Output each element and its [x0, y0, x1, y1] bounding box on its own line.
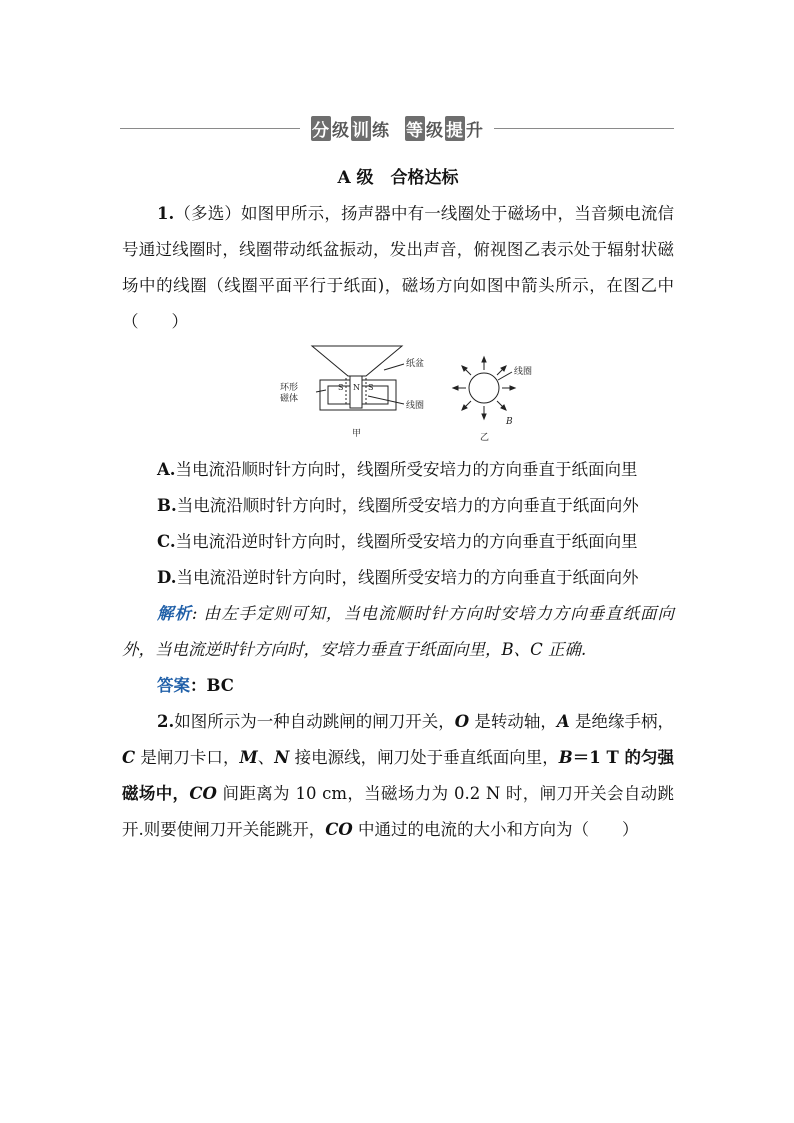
option-letter: B.	[157, 496, 177, 515]
label-paper-cone: 纸盆	[406, 359, 425, 369]
caption-jia: 甲	[352, 429, 362, 439]
header-rule-right	[494, 128, 674, 129]
option-letter: A.	[157, 460, 176, 479]
paper-cone-shape	[312, 346, 402, 376]
question-text: 接电源线，闸刀处于垂直纸面向里，	[289, 748, 559, 767]
header-char: 提	[445, 116, 465, 141]
analysis	[122, 596, 674, 668]
coil-circle-shape	[469, 373, 499, 403]
label-pole-n: N	[353, 383, 360, 392]
radial-field-arrows	[453, 357, 515, 419]
option-a	[122, 452, 674, 488]
option-letter: C.	[157, 532, 176, 551]
question-text: 是转动轴，	[469, 712, 557, 731]
var-co: CO	[189, 784, 217, 803]
option-b	[122, 488, 674, 524]
option-text: 当电流沿逆时针方向时，线圈所受安培力的方向垂直于纸面向外	[176, 568, 639, 587]
option-text: 当电流沿顺时针方向时，线圈所受安培力的方向垂直于纸面向外	[176, 496, 639, 515]
question-text: （多选）如图甲所示，扬声器中有一线圈处于磁场中，当音频电流信号通过线圈时，线圈带动纸盆振动，发出声音，俯视图乙表示处于辐射状磁场中的线圈（线圈平面平行于纸面)，磁场方向如图中箭头所示，在图乙中（ ）	[122, 204, 674, 331]
caption-yi: 乙	[480, 433, 490, 443]
answer-label: 答案	[157, 676, 190, 695]
var-b: B	[558, 748, 573, 767]
var-a: A	[556, 712, 570, 731]
answer-text: ：BC	[190, 676, 234, 695]
speaker-diagram	[312, 346, 404, 410]
question-text: 间距离为 10 cm，当磁场力为 0.2 N 时，闸刀开关会自动跳开.则要使闸刀开关能跳开，	[122, 784, 675, 839]
label-pole-s-right: S	[368, 383, 374, 392]
header-char: 级	[426, 120, 444, 141]
question-text: 、	[257, 748, 275, 767]
label-coil-a: 线圈	[406, 401, 425, 411]
pole-n-shape	[350, 376, 362, 408]
option-text: 当电流沿逆时针方向时，线圈所受安培力的方向垂直于纸面向里	[175, 532, 638, 551]
var-o: O	[454, 712, 470, 731]
header-title	[310, 116, 484, 141]
var-co: CO	[325, 820, 353, 839]
label-coil-b: 线圈	[514, 367, 532, 377]
figure-svg	[272, 340, 532, 448]
label-magnet-1: 环形	[280, 383, 299, 393]
label-pole-s-left: S	[338, 383, 344, 392]
answer	[122, 668, 674, 704]
section-title: A 级 合格达标	[337, 168, 459, 188]
header-rule-left	[120, 128, 300, 129]
question-text: ＝1 T 的匀强磁场中，	[122, 748, 675, 803]
coil-top-view	[453, 357, 515, 419]
question-text: 是绝缘手柄，	[569, 712, 674, 731]
page-content	[122, 160, 674, 848]
question-text: 是闸刀卡口，	[135, 748, 240, 767]
label-magnet-2: 磁体	[280, 394, 299, 404]
question-1-stem	[122, 196, 674, 340]
header-char: 训	[351, 116, 371, 141]
option-c	[122, 524, 674, 560]
analysis-text: : 由左手定则可知，当电流顺时针方向时安培力方向垂直纸面向外，当电流逆时针方向时，安培力垂直于纸面向里，B、C 正确.	[122, 604, 675, 659]
option-d	[122, 560, 674, 596]
question-1-figure	[122, 340, 674, 452]
question-text: 中通过的电流的大小和方向为（ ）	[352, 820, 639, 839]
section-header	[120, 114, 674, 142]
question-number: 2.	[157, 712, 175, 731]
var-c: C	[122, 748, 136, 767]
header-char: 练	[372, 120, 390, 141]
analysis-label: 解析	[157, 604, 192, 623]
question-2-stem	[122, 704, 674, 848]
var-n: N	[274, 748, 290, 767]
header-char: 升	[466, 120, 484, 141]
header-char: 等	[405, 116, 425, 141]
header-char: 级	[332, 120, 350, 141]
header-char: 分	[311, 116, 331, 141]
var-m: M	[239, 748, 258, 767]
option-letter: D.	[157, 568, 177, 587]
question-number: 1.	[157, 204, 175, 223]
label-field-b: B	[506, 417, 513, 427]
question-text: 如图所示为一种自动跳闸的闸刀开关，	[174, 712, 455, 731]
option-text: 当电流沿顺时针方向时，线圈所受安培力的方向垂直于纸面向里	[175, 460, 638, 479]
